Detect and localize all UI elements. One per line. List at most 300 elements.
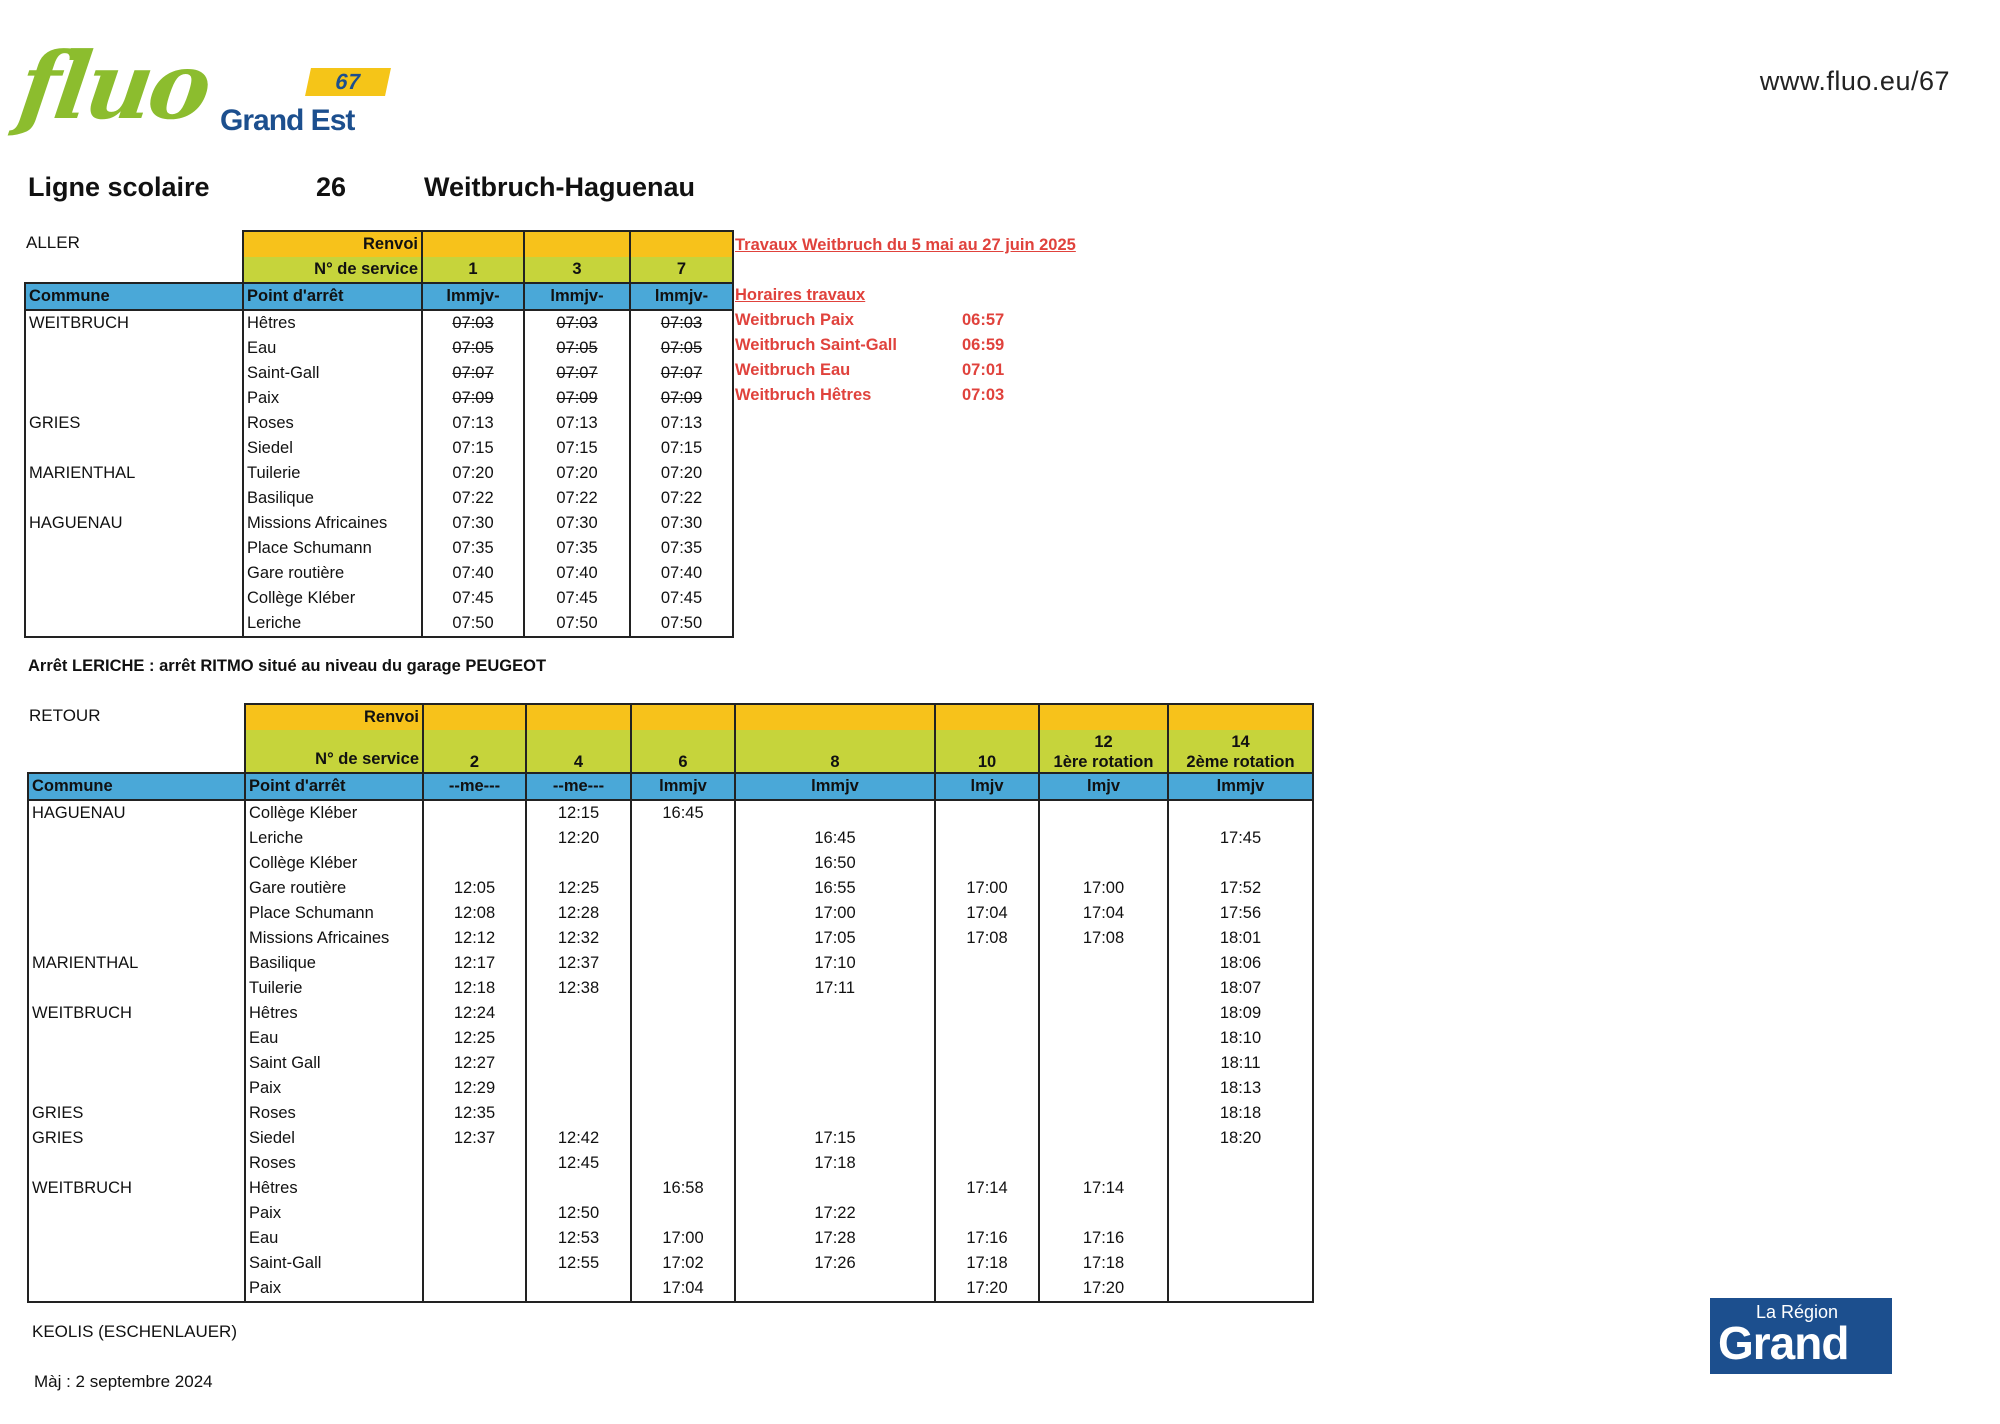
retour-time-cell	[1039, 1201, 1168, 1226]
aller-time-cell: 07:30	[630, 511, 733, 536]
aller-service-number-text: 3	[572, 260, 582, 278]
retour-time-cell	[935, 1151, 1039, 1176]
retour-time-cell	[1168, 1151, 1313, 1176]
retour-renvoi-cell	[631, 704, 735, 730]
retour-time-cell: 12:17	[423, 951, 526, 976]
travaux-notice	[735, 233, 1076, 408]
retour-time-cell: 17:08	[1039, 926, 1168, 951]
retour-service-number	[631, 730, 735, 773]
retour-time-cell	[631, 1201, 735, 1226]
aller-commune-cell: GRIES	[25, 411, 243, 436]
retour-days-header: --me---	[526, 773, 631, 800]
retour-stop-cell: Eau	[245, 1026, 423, 1051]
retour-time-cell	[631, 951, 735, 976]
retour-time-cell: 12:20	[526, 826, 631, 851]
retour-commune-cell	[28, 1151, 245, 1176]
retour-stop-cell: Paix	[245, 1276, 423, 1302]
retour-commune-cell: WEITBRUCH	[28, 1176, 245, 1201]
table-row	[25, 386, 733, 411]
aller-time-cell: 07:45	[630, 586, 733, 611]
aller-time-cell: 07:20	[524, 461, 630, 486]
region-logo-big: Grand Est	[1718, 1317, 1849, 1423]
retour-time-cell: 17:05	[735, 926, 935, 951]
retour-time-cell	[526, 1026, 631, 1051]
retour-time-cell: 12:55	[526, 1251, 631, 1276]
aller-time-cell: 07:30	[524, 511, 630, 536]
retour-time-cell: 12:18	[423, 976, 526, 1001]
retour-time-cell	[1168, 1176, 1313, 1201]
aller-time-cell: 07:45	[524, 586, 630, 611]
retour-time-cell: 17:56	[1168, 901, 1313, 926]
retour-service-row	[28, 730, 1313, 773]
aller-time-cell: 07:03	[630, 310, 733, 336]
retour-stop-cell: Basilique	[245, 951, 423, 976]
retour-commune-cell	[28, 1076, 245, 1101]
retour-time-cell: 12:42	[526, 1126, 631, 1151]
retour-time-cell: 17:18	[935, 1251, 1039, 1276]
retour-time-cell	[526, 851, 631, 876]
retour-time-cell: 17:20	[1039, 1276, 1168, 1302]
aller-stop-cell: Basilique	[243, 486, 422, 511]
table-row	[28, 1276, 1313, 1302]
aller-stop-cell: Eau	[243, 336, 422, 361]
retour-time-cell: 17:08	[935, 926, 1039, 951]
retour-stop-cell: Eau	[245, 1226, 423, 1251]
retour-time-cell	[423, 1251, 526, 1276]
retour-time-cell: 17:00	[735, 901, 935, 926]
retour-service-number-text: 2	[469, 753, 480, 771]
retour-service-number-text: 6	[678, 753, 688, 771]
table-row	[25, 436, 733, 461]
retour-time-cell	[1168, 800, 1313, 826]
fluo-logo-badge: 67	[305, 68, 391, 96]
table-row	[25, 461, 733, 486]
aller-commune-cell	[25, 586, 243, 611]
retour-renvoi-label: Renvoi	[245, 704, 423, 730]
retour-time-cell	[1039, 1026, 1168, 1051]
retour-time-cell: 17:14	[1039, 1176, 1168, 1201]
retour-service-number-text: 4	[573, 753, 584, 771]
aller-stop-cell: Paix	[243, 386, 422, 411]
retour-time-cell	[735, 1276, 935, 1302]
aller-time-cell: 07:13	[630, 411, 733, 436]
title-line-number: 26	[316, 172, 347, 202]
travaux-stop: Weitbruch Saint-Gall	[735, 336, 897, 354]
retour-time-cell	[1039, 1126, 1168, 1151]
retour-time-cell: 17:26	[735, 1251, 935, 1276]
region-logo-small: La Région	[1756, 1302, 1839, 1322]
aller-timetable	[24, 230, 734, 638]
retour-stop-cell: Paix	[245, 1201, 423, 1226]
aller-commune-cell	[25, 336, 243, 361]
aller-time-cell: 07:50	[524, 611, 630, 637]
aller-time-cell: 07:40	[524, 561, 630, 586]
retour-service-rotation: 2ème rotation	[1186, 753, 1295, 771]
retour-stop-cell: Hêtres	[245, 1176, 423, 1201]
aller-service-row	[25, 257, 733, 283]
retour-stop-cell: Saint-Gall	[245, 1251, 423, 1276]
retour-time-cell: 12:27	[423, 1051, 526, 1076]
aller-commune-cell	[25, 486, 243, 511]
retour-time-cell	[631, 976, 735, 1001]
travaux-subtitle: Horaires travaux	[735, 286, 866, 304]
aller-time-cell: 07:07	[524, 361, 630, 386]
table-row	[28, 876, 1313, 901]
retour-time-cell	[526, 1001, 631, 1026]
retour-time-cell	[935, 826, 1039, 851]
retour-time-cell	[735, 800, 935, 826]
retour-time-cell	[526, 1176, 631, 1201]
retour-time-cell	[526, 1051, 631, 1076]
aller-service-number-text: 7	[676, 260, 687, 278]
retour-time-cell: 17:14	[935, 1176, 1039, 1201]
retour-time-cell	[631, 1126, 735, 1151]
retour-time-cell: 12:24	[423, 1001, 526, 1026]
retour-time-cell	[631, 826, 735, 851]
retour-time-cell	[631, 926, 735, 951]
retour-time-cell: 12:53	[526, 1226, 631, 1251]
retour-commune-cell	[28, 976, 245, 1001]
retour-time-cell: 16:45	[631, 800, 735, 826]
table-row	[28, 851, 1313, 876]
retour-service-number	[1039, 730, 1168, 773]
table-row	[25, 310, 733, 336]
retour-time-cell	[1168, 1226, 1313, 1251]
retour-days-header: lmmjv	[1168, 773, 1313, 800]
retour-commune-cell	[28, 926, 245, 951]
retour-time-cell	[1039, 800, 1168, 826]
table-row	[28, 1226, 1313, 1251]
aller-stop-cell: Missions Africaines	[243, 511, 422, 536]
aller-time-cell: 07:40	[630, 561, 733, 586]
retour-time-cell: 12:45	[526, 1151, 631, 1176]
aller-column-header-row	[25, 283, 733, 310]
region-grand-est-logo	[1710, 1298, 1892, 1423]
travaux-title: Travaux Weitbruch du 5 mai au 27 juin 2025	[735, 236, 1076, 254]
retour-service-number-text: 8	[830, 753, 840, 771]
retour-time-cell	[935, 1201, 1039, 1226]
retour-label: RETOUR	[29, 706, 101, 725]
retour-time-cell: 17:18	[735, 1151, 935, 1176]
travaux-time: 06:59	[962, 336, 1005, 354]
retour-time-cell: 17:10	[735, 951, 935, 976]
aller-service-number	[630, 257, 733, 283]
table-row	[28, 1126, 1313, 1151]
aller-commune-cell	[25, 611, 243, 637]
retour-stop-cell: Saint Gall	[245, 1051, 423, 1076]
retour-header-spacer	[28, 704, 245, 730]
aller-time-cell: 07:15	[422, 436, 524, 461]
retour-time-cell	[1039, 1101, 1168, 1126]
retour-time-cell	[1168, 1251, 1313, 1276]
retour-time-cell: 16:58	[631, 1176, 735, 1201]
retour-days-header: lmmjv	[631, 773, 735, 800]
retour-service-rotation: 1ère rotation	[1053, 753, 1154, 771]
retour-time-cell	[631, 1151, 735, 1176]
retour-service-number	[1168, 730, 1313, 773]
retour-time-cell: 12:25	[526, 876, 631, 901]
retour-commune-cell	[28, 1226, 245, 1251]
retour-days-header: lmjv	[1039, 773, 1168, 800]
retour-time-cell	[935, 976, 1039, 1001]
aller-renvoi-label: Renvoi	[243, 231, 422, 257]
retour-service-number-text: 14	[1231, 733, 1250, 751]
retour-time-cell: 18:09	[1168, 1001, 1313, 1026]
retour-renvoi-cell	[935, 704, 1039, 730]
table-row	[28, 1026, 1313, 1051]
retour-time-cell	[1039, 1051, 1168, 1076]
aller-service-label: N° de service	[243, 257, 422, 283]
aller-time-cell: 07:15	[630, 436, 733, 461]
retour-time-cell	[631, 851, 735, 876]
retour-time-cell: 16:45	[735, 826, 935, 851]
table-row	[28, 1176, 1313, 1201]
retour-time-cell	[631, 876, 735, 901]
retour-time-cell: 17:00	[1039, 876, 1168, 901]
retour-time-cell: 17:22	[735, 1201, 935, 1226]
retour-renvoi-cell	[526, 704, 631, 730]
retour-time-cell	[735, 1176, 935, 1201]
aller-time-cell: 07:22	[422, 486, 524, 511]
table-row	[25, 411, 733, 436]
retour-time-cell	[935, 1126, 1039, 1151]
aller-header-spacer	[25, 257, 243, 283]
retour-time-cell: 12:38	[526, 976, 631, 1001]
retour-time-cell: 17:11	[735, 976, 935, 1001]
aller-time-cell: 07:09	[422, 386, 524, 411]
retour-time-cell	[935, 851, 1039, 876]
retour-time-cell: 18:13	[1168, 1076, 1313, 1101]
retour-stop-cell: Collège Kléber	[245, 851, 423, 876]
retour-time-cell: 12:12	[423, 926, 526, 951]
aller-time-cell: 07:20	[630, 461, 733, 486]
retour-time-cell	[935, 1001, 1039, 1026]
aller-label: ALLER	[26, 233, 80, 252]
retour-time-cell: 18:01	[1168, 926, 1313, 951]
retour-time-cell	[631, 1001, 735, 1026]
table-row	[28, 1001, 1313, 1026]
aller-commune-cell	[25, 361, 243, 386]
retour-renvoi-cell	[1039, 704, 1168, 730]
retour-time-cell	[1168, 851, 1313, 876]
aller-time-cell: 07:05	[524, 336, 630, 361]
retour-time-cell	[526, 1101, 631, 1126]
travaux-time: 07:03	[962, 386, 1005, 404]
retour-time-cell: 12:37	[423, 1126, 526, 1151]
table-row	[28, 1201, 1313, 1226]
retour-stop-cell: Missions Africaines	[245, 926, 423, 951]
retour-commune-cell: MARIENTHAL	[28, 951, 245, 976]
retour-service-number-text: 10	[977, 753, 997, 771]
aller-commune-cell: MARIENTHAL	[25, 461, 243, 486]
retour-time-cell: 18:07	[1168, 976, 1313, 1001]
retour-time-cell: 17:00	[631, 1226, 735, 1251]
retour-time-cell	[631, 1051, 735, 1076]
leriche-note: Arrêt LERICHE : arrêt RITMO situé au niveau du garage PEUGEOT	[28, 657, 547, 675]
retour-time-cell: 16:55	[735, 876, 935, 901]
retour-time-cell	[735, 1076, 935, 1101]
aller-time-cell: 07:05	[422, 336, 524, 361]
aller-time-cell: 07:35	[630, 536, 733, 561]
retour-time-cell	[935, 800, 1039, 826]
fluo-logo	[12, 32, 390, 160]
retour-time-cell	[423, 1276, 526, 1302]
retour-time-cell: 17:45	[1168, 826, 1313, 851]
retour-time-cell: 17:15	[735, 1126, 935, 1151]
retour-time-cell	[935, 1026, 1039, 1051]
retour-time-cell: 12:50	[526, 1201, 631, 1226]
operator-name: KEOLIS (ESCHENLAUER)	[32, 1322, 237, 1341]
aller-time-cell: 07:40	[422, 561, 524, 586]
aller-time-cell: 07:22	[524, 486, 630, 511]
aller-time-cell: 07:20	[422, 461, 524, 486]
table-row	[28, 826, 1313, 851]
aller-stop-cell: Collège Kléber	[243, 586, 422, 611]
retour-commune-cell: GRIES	[28, 1101, 245, 1126]
aller-commune-cell	[25, 386, 243, 411]
aller-renvoi-cell	[630, 231, 733, 257]
table-row	[28, 926, 1313, 951]
retour-commune-cell	[28, 1201, 245, 1226]
table-row	[25, 611, 733, 637]
retour-time-cell	[1039, 826, 1168, 851]
retour-service-number	[935, 730, 1039, 773]
retour-time-cell	[1039, 951, 1168, 976]
aller-stop-cell: Leriche	[243, 611, 422, 637]
retour-commune-cell	[28, 901, 245, 926]
retour-service-number	[735, 730, 935, 773]
aller-service-number	[524, 257, 630, 283]
retour-time-cell	[735, 1101, 935, 1126]
retour-time-cell	[935, 1051, 1039, 1076]
fluo-logo-word: fluo	[12, 32, 215, 140]
retour-time-cell	[423, 1176, 526, 1201]
retour-time-cell: 12:15	[526, 800, 631, 826]
retour-time-cell	[423, 826, 526, 851]
retour-time-cell	[1039, 976, 1168, 1001]
update-date: Màj : 2 septembre 2024	[34, 1372, 213, 1391]
retour-service-number	[423, 730, 526, 773]
retour-service-label: N° de service	[245, 730, 423, 773]
table-row	[28, 901, 1313, 926]
aller-stop-cell: Tuilerie	[243, 461, 422, 486]
retour-stop-cell: Hêtres	[245, 1001, 423, 1026]
aller-time-cell: 07:15	[524, 436, 630, 461]
retour-time-cell	[735, 1001, 935, 1026]
retour-time-cell	[526, 1276, 631, 1302]
retour-time-cell	[631, 1076, 735, 1101]
retour-stop-cell: Roses	[245, 1151, 423, 1176]
retour-time-cell: 12:08	[423, 901, 526, 926]
retour-stop-cell: Collège Kléber	[245, 800, 423, 826]
retour-stop-header: Point d'arrêt	[245, 773, 423, 800]
retour-days-header: lmjv	[935, 773, 1039, 800]
retour-time-cell: 18:10	[1168, 1026, 1313, 1051]
retour-time-cell: 17:20	[935, 1276, 1039, 1302]
aller-time-cell: 07:13	[422, 411, 524, 436]
retour-column-header-row	[28, 773, 1313, 800]
travaux-stop: Weitbruch Eau	[735, 361, 851, 379]
retour-stop-cell: Paix	[245, 1076, 423, 1101]
table-row	[28, 976, 1313, 1001]
retour-commune-cell: HAGUENAU	[28, 800, 245, 826]
table-row	[25, 536, 733, 561]
aller-time-cell: 07:03	[422, 310, 524, 336]
retour-time-cell: 12:35	[423, 1101, 526, 1126]
table-row	[25, 511, 733, 536]
fluo-logo-region: Grand Est	[220, 104, 355, 137]
retour-time-cell: 18:20	[1168, 1126, 1313, 1151]
travaux-stop: Weitbruch Hêtres	[735, 386, 872, 404]
retour-commune-cell	[28, 876, 245, 901]
aller-time-cell: 07:35	[524, 536, 630, 561]
retour-renvoi-cell	[735, 704, 935, 730]
retour-commune-cell	[28, 826, 245, 851]
travaux-stop: Weitbruch Paix	[735, 311, 854, 329]
retour-time-cell	[631, 1101, 735, 1126]
retour-renvoi-cell	[1168, 704, 1313, 730]
retour-time-cell	[423, 851, 526, 876]
aller-stop-cell: Hêtres	[243, 310, 422, 336]
retour-time-cell: 18:11	[1168, 1051, 1313, 1076]
retour-days-header: --me---	[423, 773, 526, 800]
table-row	[28, 951, 1313, 976]
retour-commune-cell	[28, 1026, 245, 1051]
aller-commune-cell: HAGUENAU	[25, 511, 243, 536]
retour-time-cell: 17:00	[935, 876, 1039, 901]
retour-time-cell: 17:52	[1168, 876, 1313, 901]
retour-time-cell: 17:16	[935, 1226, 1039, 1251]
retour-time-cell: 17:04	[1039, 901, 1168, 926]
retour-time-cell	[935, 1101, 1039, 1126]
aller-service-number	[422, 257, 524, 283]
retour-time-cell	[423, 1151, 526, 1176]
retour-time-cell	[423, 800, 526, 826]
table-row	[25, 561, 733, 586]
retour-time-cell	[1168, 1201, 1313, 1226]
retour-renvoi-cell	[423, 704, 526, 730]
aller-time-cell: 07:09	[630, 386, 733, 411]
retour-time-cell	[1039, 851, 1168, 876]
table-row	[28, 1151, 1313, 1176]
aller-renvoi-cell	[422, 231, 524, 257]
aller-time-cell: 07:07	[422, 361, 524, 386]
retour-time-cell: 17:04	[935, 901, 1039, 926]
retour-time-cell	[1168, 1276, 1313, 1302]
travaux-row	[735, 333, 1076, 358]
table-row	[28, 1076, 1313, 1101]
retour-time-cell: 17:28	[735, 1226, 935, 1251]
retour-commune-cell	[28, 1051, 245, 1076]
aller-time-cell: 07:50	[422, 611, 524, 637]
table-row	[28, 1251, 1313, 1276]
aller-renvoi-cell	[524, 231, 630, 257]
table-row	[25, 361, 733, 386]
retour-time-cell: 18:18	[1168, 1101, 1313, 1126]
travaux-time: 07:01	[962, 361, 1005, 379]
aller-time-cell: 07:50	[630, 611, 733, 637]
retour-stop-cell: Siedel	[245, 1126, 423, 1151]
retour-commune-cell: GRIES	[28, 1126, 245, 1151]
retour-stop-cell: Roses	[245, 1101, 423, 1126]
retour-time-cell	[423, 1201, 526, 1226]
table-row	[25, 486, 733, 511]
retour-days-header: lmmjv	[735, 773, 935, 800]
aller-stop-header: Point d'arrêt	[243, 283, 422, 310]
retour-service-number	[526, 730, 631, 773]
aller-commune-cell	[25, 436, 243, 461]
retour-time-cell	[423, 1226, 526, 1251]
